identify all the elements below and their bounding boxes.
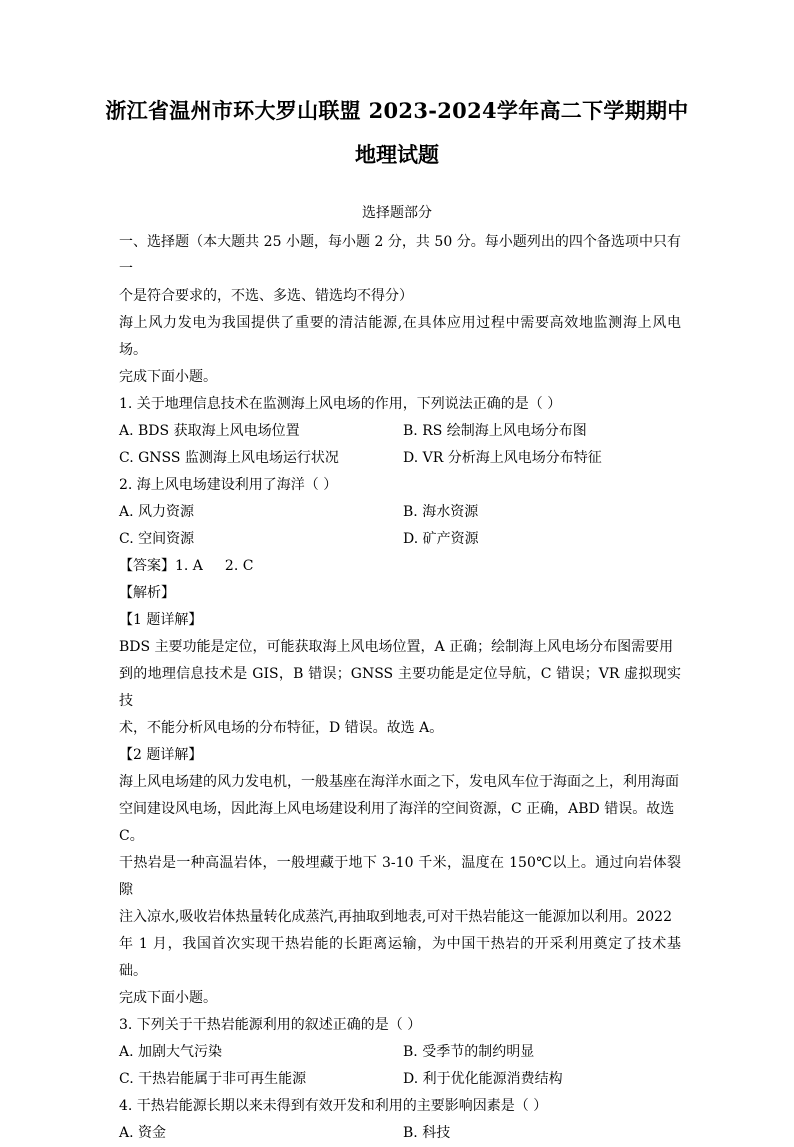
document-body [119, 229, 681, 1147]
q1-options-row-1 [119, 418, 681, 445]
group2-stem: 干热岩是一种高温岩体，一般埋藏于地下 3-10 千米，温度在 150℃以上。通过向岩体裂隙 [119, 855, 681, 898]
q3-option-a: A. 加剧大气污染 [119, 1044, 223, 1060]
answer-label: 【答案】 [119, 558, 175, 574]
q3-options-row-1 [119, 1039, 681, 1066]
detail-1-text: 到的地理信息技术是 GIS，B 错误；GNSS 主要功能是定位导航，C 错误；VR 虚拟现实技 [119, 666, 681, 709]
q2-options-row-1 [119, 499, 681, 526]
q2-option-c: C. 空间资源 [119, 531, 195, 547]
q2-options-row-2 [119, 526, 681, 553]
q1-option-c: C. GNSS 监测海上风电场运行状况 [119, 450, 339, 466]
group1-stem: 海上风力发电为我国提供了重要的清洁能源,在具体应用过程中需要高效地监测海上风电场。 [119, 315, 681, 358]
q3-option-c: C. 干热岩能属于非可再生能源 [119, 1071, 307, 1087]
group2-stem: 完成下面小题。 [119, 990, 217, 1006]
group2-stem: 注入凉水,吸收岩体热量转化成蒸汽,再抽取到地表,可对干热岩能这一能源加以利用。2022 [119, 909, 672, 925]
detail-1-label: 【1 题详解】 [119, 612, 203, 628]
q2-option-b: B. 海水资源 [403, 504, 479, 520]
q2-option-a: A. 风力资源 [119, 504, 195, 520]
detail-2-text: C。 [119, 828, 144, 844]
instructions-line: 个是符合要求的，不选、多选、错选均不得分） [119, 288, 413, 304]
document-title: 浙江省温州市环大罗山联盟 2023-2024学年高二下学期期中 [105, 98, 689, 123]
q3-option-d: D. 利于优化能源消费结构 [403, 1071, 563, 1087]
question-1: 1. 关于地理信息技术在监测海上风电场的作用，下列说法正确的是（ ） [119, 396, 562, 412]
detail-1-text: 术，不能分析风电场的分布特征，D 错误。故选 A。 [119, 720, 444, 736]
analysis-label: 【解析】 [119, 585, 175, 601]
section-heading: 选择题部分 [362, 205, 432, 221]
group1-stem: 完成下面小题。 [119, 369, 217, 385]
group2-stem: 年 1 月，我国首次实现干热岩能的长距离运输，为中国干热岩的开采利用奠定了技术基础。 [119, 936, 681, 979]
question-2: 2. 海上风电场建设利用了海洋（ ） [119, 477, 338, 493]
q3-options-row-2 [119, 1066, 681, 1093]
instructions-line: 一、选择题（本大题共 25 小题，每小题 2 分，共 50 分。每小题列出的四个备选项中只有一 [119, 234, 681, 277]
q1-option-b: B. RS 绘制海上风电场分布图 [403, 423, 587, 439]
document-subtitle: 地理试题 [355, 142, 439, 167]
q3-option-b: B. 受季节的制约明显 [403, 1044, 535, 1060]
q2-option-d: D. 矿产资源 [403, 531, 479, 547]
question-4: 4. 干热岩能源长期以来未得到有效开发和利用的主要影响因素是（ ） [119, 1098, 548, 1114]
q1-option-d: D. VR 分析海上风电场分布特征 [403, 450, 602, 466]
detail-2-text: 海上风电场建的风力发电机，一般基座在海洋水面之下，发电风车位于海面之上，利用海面 [119, 774, 679, 790]
q4-option-b: B. 科技 [403, 1125, 451, 1141]
q4-option-a: A. 资金 [119, 1125, 167, 1141]
q4-options-row-1 [119, 1120, 681, 1147]
question-3: 3. 下列关于干热岩能源利用的叙述正确的是（ ） [119, 1017, 422, 1033]
answer-1: 1. A [175, 558, 203, 574]
answer-2: 2. C [224, 558, 254, 574]
q1-options-row-2 [119, 445, 681, 472]
detail-2-label: 【2 题详解】 [119, 747, 203, 763]
detail-1-text: BDS 主要功能是定位，可能获取海上风电场位置，A 正确；绘制海上风电场分布图需要用 [119, 639, 674, 655]
detail-2-text: 空间建设风电场，因此海上风电场建设利用了海洋的空间资源，C 正确，ABD 错误。故选 [119, 801, 675, 817]
answer-line [119, 553, 681, 580]
q1-option-a: A. BDS 获取海上风电场位置 [119, 423, 300, 439]
